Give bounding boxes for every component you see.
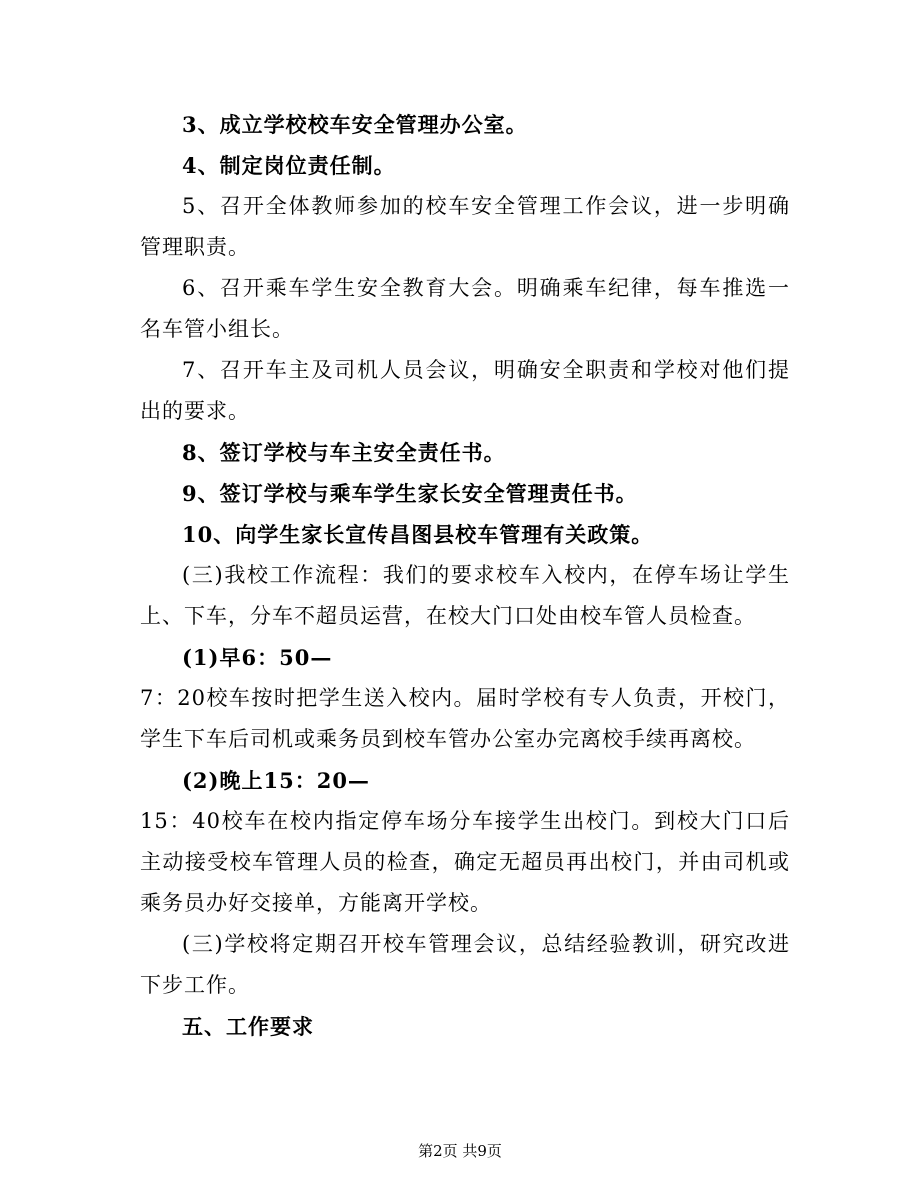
list-item-8: 8、签订学校与车主安全责任书。 bbox=[182, 440, 506, 465]
list-item-5: 5、召开全体教师参加的校车安全管理工作会议，进一步明确管理职责。 bbox=[140, 194, 790, 259]
meeting-paragraph: (三)学校将定期召开校车管理会议，总结经验教训，研究改进下步工作。 bbox=[140, 932, 790, 997]
workflow-paragraph: (三)我校工作流程：我们的要求校车入校内，在停车场让学生上、下车，分车不超员运营，在校大门口处由校车管人员检查。 bbox=[140, 563, 790, 628]
morning-workflow-paragraph: 7：20校车按时把学生送入校内。届时学校有专人负责，开校门，学生下车后司机或乘务员到校车管办公室办完离校手续再离校。 bbox=[140, 686, 790, 751]
section-heading-work-requirements: 五、工作要求 bbox=[182, 1014, 314, 1039]
list-item-9: 9、签订学校与乘车学生家长安全管理责任书。 bbox=[182, 481, 638, 506]
evening-workflow-paragraph: 15：40校车在校内指定停车场分车接学生出校门。到校大门口后主动接受校车管理人员的检查，确定无超员再出校门，并由司机或乘务员办好交接单，方能离开学校。 bbox=[140, 809, 790, 915]
page-number-footer: 第2页 共9页 bbox=[418, 1142, 502, 1160]
list-item-7: 7、召开车主及司机人员会议，明确安全职责和学校对他们提出的要求。 bbox=[140, 358, 790, 423]
list-item-10: 10、向学生家长宣传昌图县校车管理有关政策。 bbox=[182, 522, 654, 547]
list-item-6: 6、召开乘车学生安全教育大会。明确乘车纪律，每车推选一名车管小组长。 bbox=[140, 276, 790, 341]
evening-time-label: (2)晚上15：20— bbox=[182, 768, 370, 793]
list-item-3: 3、成立学校校车安全管理办公室。 bbox=[182, 112, 528, 137]
morning-time-label: (1)早6：50— bbox=[182, 645, 333, 670]
list-item-4: 4、制定岗位责任制。 bbox=[182, 153, 396, 178]
